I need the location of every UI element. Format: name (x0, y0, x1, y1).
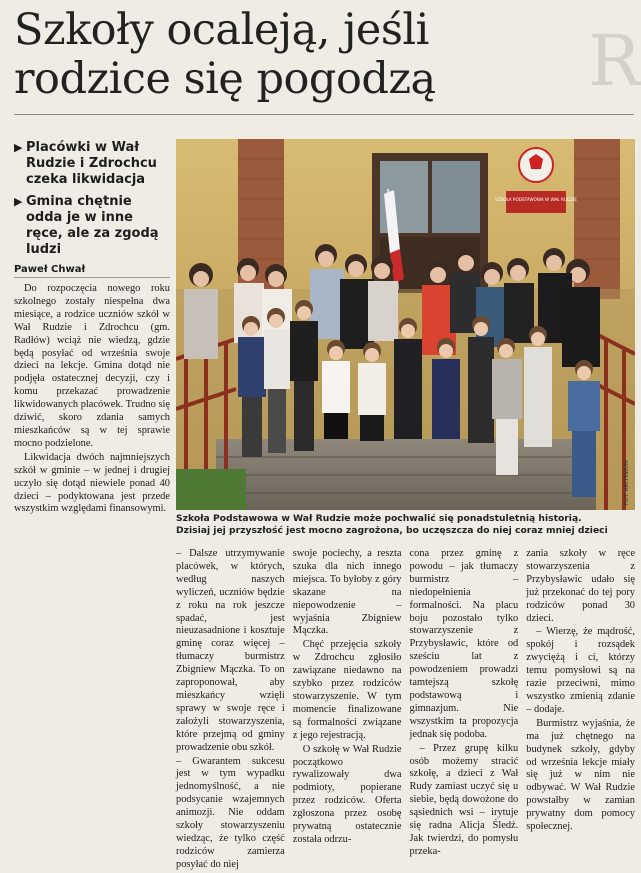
triangle-bullet-icon: ▶ (14, 195, 23, 208)
left-column (14, 140, 170, 517)
paragraph: – Gwarantem sukcesu jest w tym wypadku jednomyślność, a nie podsycanie wzajemnych animozji. Nie oddam szkoły stowarzyszeniu wiedząc, że tylko część rodziców zamierza posyłać do niej (176, 755, 285, 870)
paragraph: Burmistrz wyjaśnia, że ma już chętnego na budynek szkoły, gdyby od września lekcje miały się już w nim nie odbywać. W Wał Rudzie powstałby w zamian prywatny dom pomocy społecznej. (526, 717, 635, 833)
paragraph: swoje pociechy, a reszta szuka dla nich innego miejsca. To byłoby z góry skazane na niepowodzenie – wyjaśnia Zbigniew Mączka. (292, 548, 402, 637)
school-sign (506, 191, 566, 213)
headline-rule (14, 114, 634, 115)
author-byline: Paweł Chwał (14, 264, 170, 278)
headline-line-2: rodzice się pogodzą (14, 54, 436, 104)
article-column-3 (410, 548, 519, 873)
article-column-2 (293, 548, 402, 873)
headline-line-1: Szkoły ocaleją, jeśli (14, 5, 429, 55)
adjacent-page-bleed: R (588, 20, 641, 102)
paragraph: – Przez grupę kilku osób możemy stracić szkołę, a dzieci z Wał Rudy zamiast uczyć się u siebie, będą dowożone do sąsiednich wsi – irytuje się radna Alicja Śledź. Jak twierdzi, do pomysłu przeka- (409, 742, 519, 857)
article-columns (176, 548, 635, 873)
article-column-1 (176, 548, 285, 873)
left-body (14, 283, 170, 516)
paragraph: Chęć przejęcia szkoły w Zdrochcu zgłosiło zawiązane niedawno na szybko przez rodziców stowarzyszenie. W tym momencie finalizowane są formalności związane z jego rejestracją. (292, 639, 402, 741)
photo-credit: FOT. ARCHIWUM (624, 460, 630, 505)
paragraph: Do rozpoczęcia nowego roku szkolnego zostały niespełna dwa miesiące, a rodzice uczniów szkół w Wał Rudzie i Zdrochcu (gm. Radłów) wciąż nie wiedzą, gdzie będą posyłać od września swoje dzieci na lekcje. Gmina dotąd nie podjęła ostatecznej decyzji, czy i komu przekazać prowadzenie likwidowanych placówek. Trudno się dziwić, skoro zdania samych mieszkańców są w tej sprawie mocno podzielone. (14, 283, 170, 449)
paragraph: zania szkoły w ręce stowarzyszenia z Przybysławic udało się już przekonać do tej pory rodziców ponad 30 dzieci. (526, 548, 635, 624)
paragraph: Likwidacja dwóch najmniejszych szkół w gminie – w jednej i drugiej uczyło się dotąd niewiele ponad 40 dzieci – podyktowana jest przede wszystkim względami finansowymi. (14, 451, 170, 515)
headline (14, 6, 634, 104)
triangle-bullet-icon: ▶ (14, 141, 23, 154)
paragraph: – Wierzę, że mądrość, spokój i rozsądek zwyciężą i ci, którzy temu pomysłowi są na razie przeciwni, mimo wszystko zmienią zdanie – dodaje. (526, 626, 635, 715)
photo-caption (176, 513, 635, 537)
lead-1 (14, 140, 170, 188)
grass (176, 469, 246, 510)
paragraph: O szkołę w Wał Rudzie początkowo rywalizowały dwa podmioty, popierane przez rodziców. Oferta zgłoszona przez osobę prywatną ostatecznie została odrzu- (292, 743, 402, 845)
lead-1-text: Placówki w Wał Rudzie i Zdrochcu czeka likwidacja (26, 140, 157, 187)
lead-2-text: Gmina chętnie odda je w inne ręce, ale za zgodą ludzi (26, 194, 159, 257)
caption-line-1: Szkoła Podstawowa w Wał Rudzie może pochwalić się ponadstuletnią historią. (176, 513, 582, 524)
lead-2 (14, 194, 170, 258)
school-photo-illustration (176, 139, 635, 510)
door-window (432, 161, 480, 233)
paragraph: cona przez gminę z powodu – jak tłumaczy burmistrz – niedopełnienia formalności. Na placu boju pozostało tylko stowarzyszenie z Przybysławic, które od sześciu lat z powodzeniem prowadzi tamtejszą szkołę podstawową i gimnazjum. Nie wszystkim ta propozycja jednak się podoba. (409, 548, 519, 740)
article-column-4 (526, 548, 635, 873)
school-sign-text: SZKOŁA PODSTAWOWA W WAŁ RUDZIE (495, 197, 577, 202)
caption-line-2: Dzisiaj jej przyszłość jest mocno zagrożona, bo uczęszcza do niej coraz mniej dzieci (176, 525, 608, 536)
paragraph: – Dalsze utrzymywanie placówek, w których, według naszych wyliczeń, uczniów będzie z roku na rok jeszcze spadać, jest nieuzasadnione i kosztuje gminę coraz więcej – tłumaczy burmistrz Zbigniew Mączka. To on zaproponował, aby mieszkańcy wzięli sprawy w swoje ręce i założyli stowarzyszenia, które przejmą od gminy prowadzenie obu szkół. (176, 548, 285, 753)
school-photo (176, 139, 635, 510)
